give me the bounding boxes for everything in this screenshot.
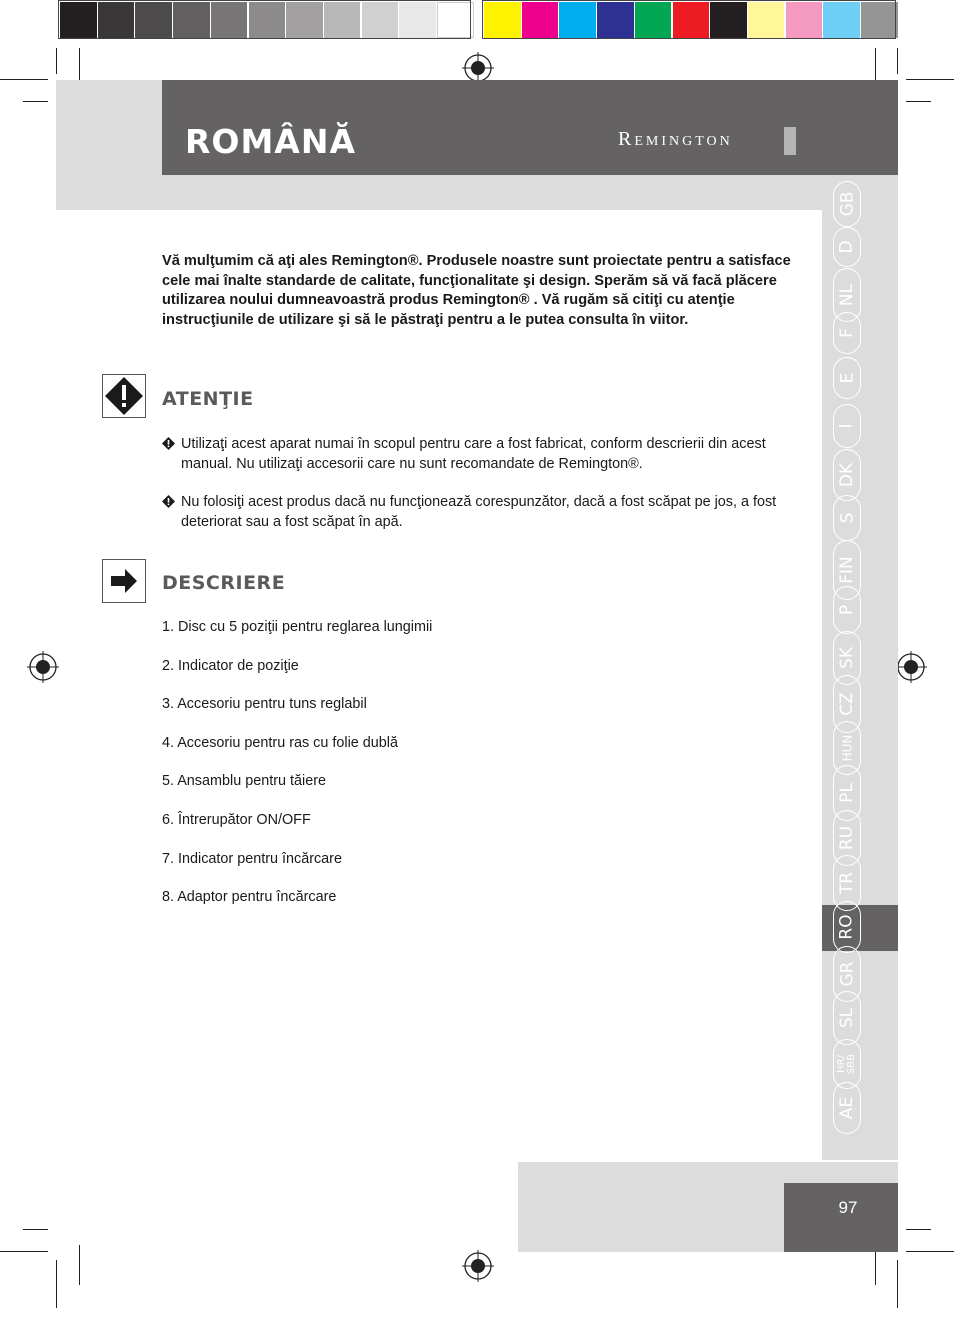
registration-mark-right	[895, 651, 927, 683]
trim-line	[897, 1260, 898, 1308]
description-item: 3. Accesoriu pentru tuns reglabil	[162, 696, 367, 712]
language-tab-label: RO	[836, 914, 857, 940]
brand-bar	[784, 127, 796, 155]
description-item: 4. Accesoriu pentru ras cu folie dublă	[162, 735, 398, 751]
diamond-warning-icon	[162, 437, 175, 457]
swatch-frame	[58, 0, 471, 39]
language-tab-label: P	[836, 604, 857, 616]
description-item: 1. Disc cu 5 poziţii pentru reglarea lungimii	[162, 619, 433, 635]
trim-line	[0, 79, 48, 80]
description-item: 8. Adaptor pentru încărcare	[162, 889, 337, 905]
language-tab-label: AE	[837, 1096, 857, 1120]
attention-item-text: Nu folosiţi acest produs dacă nu funcţionează corespunzător, dacă a fost scăpat pe jos, a fost deteriorat sau a fost scăpat în apă.	[181, 494, 777, 530]
registration-mark-bottom	[462, 1250, 494, 1282]
trim-line	[906, 1229, 931, 1230]
description-item: 5. Ansamblu pentru tăiere	[162, 773, 326, 789]
language-tab-label: PL	[836, 783, 857, 803]
language-tab-label: GR	[837, 961, 857, 987]
arrow-right-icon	[102, 559, 146, 603]
language-tab-f[interactable]	[833, 312, 861, 354]
diamond-warning-icon	[162, 495, 175, 515]
trim-line	[79, 1245, 80, 1285]
language-tab-label: DK	[837, 462, 857, 488]
language-tab-label: SL	[836, 1007, 857, 1029]
intro-text: Vă mulţumim că aţi ales Remington®. Produsele noastre sunt proiectate pentru a satisface cele mai înalte standarde de calitate, funcţionalitate şi design. Sperăm să vă facă plăcere utilizarea noului dumneavoastră produs Remington® . Vă rugăm să citiţi cu atenţie instrucţiunile de utilizare şi să le păstraţi pentru a le putea consulta în viitor.	[162, 253, 791, 328]
trim-line	[906, 101, 931, 102]
description-item: 7. Indicator pentru încărcare	[162, 851, 342, 867]
language-tab-gb[interactable]	[833, 181, 861, 227]
trim-line	[897, 48, 898, 74]
language-tab-e[interactable]	[833, 357, 861, 399]
language-tab-label: NL	[836, 283, 857, 307]
description-item: 6. Întrerupător ON/OFF	[162, 812, 311, 828]
attention-item	[162, 493, 792, 532]
trim-line	[56, 48, 57, 74]
language-tab-sl[interactable]	[833, 991, 861, 1045]
page-title: ROMÂNĂ	[185, 122, 356, 161]
swatch-frame	[482, 0, 896, 39]
brand-logo: Remington	[618, 128, 733, 150]
language-tab-label: E	[837, 372, 857, 384]
registration-mark-left	[27, 651, 59, 683]
attention-item	[162, 435, 792, 474]
language-tab-d[interactable]	[833, 227, 861, 267]
language-tab-label: FIN	[837, 556, 858, 584]
language-tab-label: HUN	[840, 734, 855, 762]
language-tab-label: GB	[837, 191, 857, 217]
language-tab-label: RU	[836, 825, 857, 851]
language-tab-label: F	[837, 328, 857, 338]
language-tab-s[interactable]	[833, 495, 861, 541]
page-number: 97	[838, 1198, 858, 1217]
description-title: DESCRIERE	[162, 572, 286, 594]
trim-line	[0, 1251, 48, 1252]
language-tab-label: TR	[836, 871, 857, 895]
language-tab-label: HR/ SRB	[836, 1053, 857, 1075]
attention-title: ATENŢIE	[162, 388, 254, 410]
language-tab-dk[interactable]	[833, 449, 861, 501]
language-tab-label: CZ	[837, 692, 857, 716]
language-tab-label: I	[836, 423, 857, 429]
language-tab-label: SK	[836, 647, 857, 669]
attention-item-text: Utilizaţi acest aparat numai în scopul pentru care a fost fabricat, conform descrierii din acest manual. Nu utilizaţi accesorii care nu sunt recomandate de Remington®.	[181, 436, 766, 472]
warning-icon	[102, 374, 146, 418]
trim-line	[23, 1229, 48, 1230]
trim-line	[906, 1251, 954, 1252]
language-tab-label: S	[836, 512, 857, 524]
language-tab-ae[interactable]	[833, 1082, 861, 1134]
trim-line	[23, 101, 48, 102]
language-tab-p[interactable]	[833, 586, 861, 634]
language-tab-label: D	[837, 240, 857, 254]
trim-line	[56, 1260, 57, 1308]
trim-line	[906, 79, 954, 80]
language-tab-i[interactable]	[833, 404, 861, 448]
description-item: 2. Indicator de poziţie	[162, 658, 299, 674]
